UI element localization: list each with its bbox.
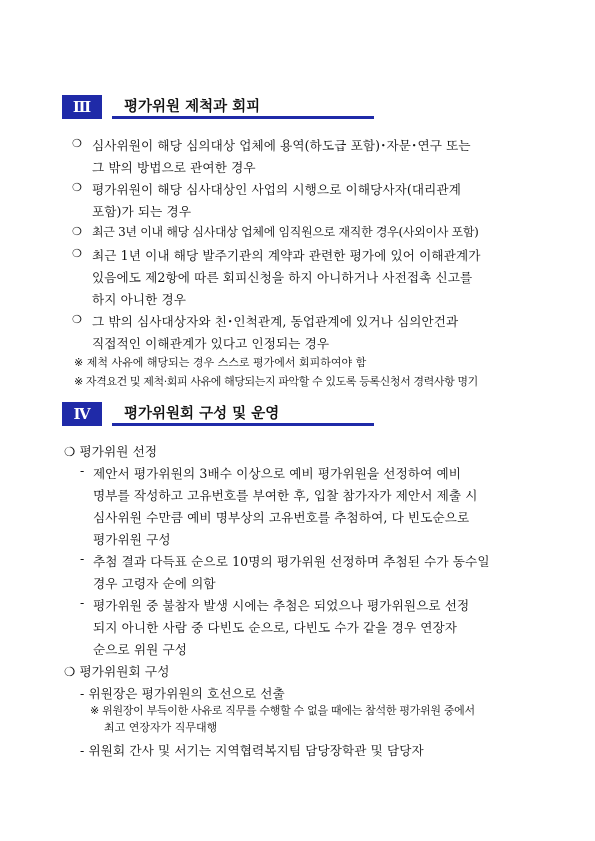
section-4-header (62, 400, 374, 426)
note-text: ※ 제척 사유에 해당되는 경우 스스로 평가에서 회피하여야 함 (74, 356, 367, 369)
item-text: 심사위원이 해당 심의대상 업체에 용역(하도급 포함)･자문･연구 또는 (92, 138, 471, 153)
item-text: 그 밖의 심사대상자와 친･인척관계, 동업관계에 있거나 심의안건과 (92, 314, 459, 329)
section-4-title-underline (112, 402, 374, 426)
dash-bullet: - (80, 463, 85, 478)
item-text: 심사위원 수만큼 예비 명부상의 고유번호를 추첨하여, 다 빈도순으로 (93, 510, 470, 525)
dash-bullet: - (80, 551, 85, 566)
item-text: 최근 3년 이내 해당 심사대상 업체에 임직원으로 재직한 경우(사외이사 포함) (92, 225, 479, 239)
section-3-header (62, 93, 374, 119)
bullet-icon: ❍ (72, 137, 82, 150)
section-4-title: 평가위원회 구성 및 운영 (124, 406, 280, 422)
item-text: 포함)가 되는 경우 (92, 204, 192, 219)
item-text: 경우 고령자 순에 의함 (93, 576, 216, 591)
item-text: 있음에도 제2항에 따른 회피신청을 하지 아니하거나 사전접촉 신고를 (92, 270, 473, 285)
item-text: 평가위원 중 불참자 발생 시에는 추첨은 되었으나 평가위원으로 선정 (93, 598, 470, 613)
note-text: ※ 위원장이 부득이한 사유로 직무를 수행할 수 없을 때에는 참석한 평가위원 중에서 (90, 704, 475, 717)
dash-bullet: - (80, 595, 85, 610)
section-3-title-underline (112, 95, 374, 119)
bullet-icon: ❍ (72, 313, 82, 326)
item-text: - 위원회 간사 및 서기는 지역협력복지팀 담당장학관 및 담당자 (80, 743, 424, 758)
item-text: 평가위원 구성 (93, 532, 171, 547)
section-4-number: Ⅳ (62, 402, 102, 426)
item-text: 직접적인 이해관계가 있다고 인정되는 경우 (92, 336, 330, 351)
item-text: 명부를 작성하고 고유번호를 부여한 후, 입찰 참가자가 제안서 제출 시 (93, 488, 478, 503)
group-heading: ❍ 평가위원회 구성 (64, 664, 170, 679)
section-3-number: Ⅲ (62, 95, 102, 119)
group-heading: ❍ 평가위원 선정 (64, 444, 158, 459)
bullet-icon: ❍ (72, 247, 82, 260)
item-text: 추첨 결과 다득표 순으로 10명의 평가위원 선정하며 추첨된 수가 동수일 (93, 554, 490, 569)
item-text: - 위원장은 평가위원의 호선으로 선출 (80, 686, 285, 701)
note-text: 최고 연장자가 직무대행 (104, 721, 218, 734)
item-text: 제안서 평가위원의 3배수 이상으로 예비 평가위원을 선정하여 예비 (93, 466, 462, 481)
bullet-icon: ❍ (72, 225, 82, 238)
item-text: 되지 아니한 사람 중 다빈도 순으로, 다빈도 수가 같을 경우 연장자 (93, 620, 458, 635)
item-text: 그 밖의 방법으로 관여한 경우 (92, 160, 256, 175)
item-text: 하지 아니한 경우 (92, 292, 187, 307)
item-text: 순으로 위원 구성 (93, 642, 188, 657)
item-text: 평가위원이 해당 심사대상인 사업의 시행으로 이해당사자(대리관계 (92, 182, 461, 197)
item-text: 최근 1년 이내 해당 발주기관의 계약과 관련한 평가에 있어 이해관계가 (92, 248, 481, 263)
section-3-title: 평가위원 제척과 회피 (124, 99, 261, 115)
bullet-icon: ❍ (72, 181, 82, 194)
note-text: ※ 자격요건 및 제척·회피 사유에 해당되는지 파악할 수 있도록 등록신청서 경력사항 명기 (74, 375, 478, 388)
